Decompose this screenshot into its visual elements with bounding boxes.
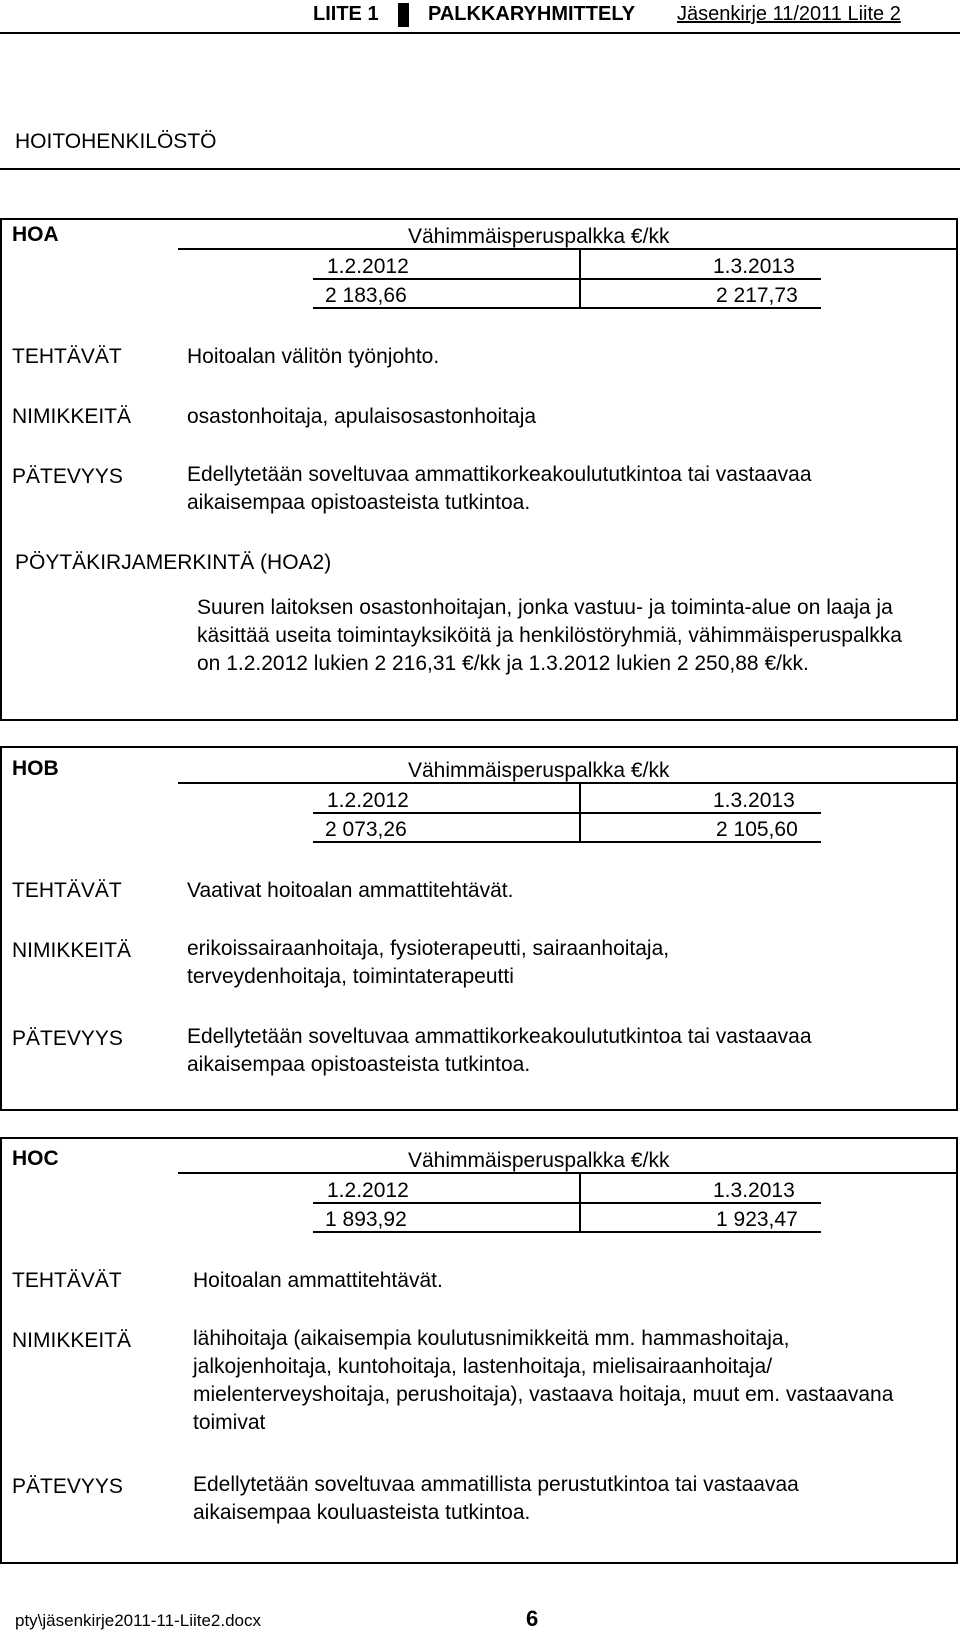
patevyys-label: PÄTEVYYS — [12, 1475, 123, 1498]
tehtavat-label: TEHTÄVÄT — [12, 1269, 122, 1292]
group-code-hoa: HOA — [12, 223, 59, 246]
salary-rule — [178, 782, 958, 784]
patevyys-text: Edellytetään soveltuvaa ammattikorkeakoulututkintoa tai vastaavaa aikaisempaa opistoasteista tutkintoa. — [187, 1025, 812, 1076]
nimikkeita-label: NIMIKKEITÄ — [12, 405, 132, 428]
salary-rule — [313, 307, 821, 309]
salary-value-2: 2 105,60 — [716, 818, 798, 841]
page-number: 6 — [526, 1606, 539, 1631]
document-title: PALKKARYHMITTELY — [428, 3, 636, 25]
salary-heading: Vähimmäisperuspalkka €/kk — [408, 759, 670, 782]
nimikkeita-text: osastonhoitaja, apulaisosastonhoitaja — [187, 405, 537, 428]
tehtavat-text: Hoitoalan välitön työnjohto. — [187, 345, 440, 368]
salary-date-2: 1.3.2013 — [713, 789, 795, 812]
salary-rule — [313, 841, 821, 843]
header-separator — [398, 3, 409, 27]
salary-date-2: 1.3.2013 — [713, 255, 795, 278]
attachment-label: LIITE 1 — [313, 3, 379, 25]
salary-date-1: 1.2.2012 — [327, 789, 409, 812]
patevyys-label: PÄTEVYYS — [12, 1027, 123, 1050]
footer-file-path: pty\jäsenkirje2011-11-Liite2.docx — [15, 1611, 262, 1630]
salary-value-2: 2 217,73 — [716, 284, 798, 307]
patevyys-label: PÄTEVYYS — [12, 465, 123, 488]
tehtavat-label: TEHTÄVÄT — [12, 345, 122, 368]
salary-value-2: 1 923,47 — [716, 1208, 798, 1231]
section-rule — [0, 168, 960, 170]
salary-rule — [313, 1231, 821, 1233]
salary-rule — [178, 1172, 958, 1174]
group-code-hob: HOB — [12, 757, 59, 780]
header-rule — [0, 32, 960, 34]
tehtavat-text: Hoitoalan ammattitehtävät. — [193, 1269, 443, 1292]
salary-heading: Vähimmäisperuspalkka €/kk — [408, 1149, 670, 1172]
note-text: Suuren laitoksen osastonhoitajan, jonka vastuu- ja toiminta-alue on laaja ja käsittää useita toimintayksiköitä ja henkilöstöryhmiä, vähimmäisperuspalkka on 1.2.2012 lukien 2 216,31 €/kk ja 1.3.2012 lukien 2 250,88 €/kk. — [197, 596, 902, 675]
tehtavat-text: Vaativat hoitoalan ammattitehtävät. — [187, 879, 514, 902]
group-code-hoc: HOC — [12, 1147, 59, 1170]
salary-rule — [178, 248, 958, 250]
salary-value-1: 2 183,66 — [325, 284, 407, 307]
salary-date-1: 1.2.2012 — [327, 1179, 409, 1202]
section-title: HOITOHENKILÖSTÖ — [15, 130, 217, 153]
nimikkeita-label: NIMIKKEITÄ — [12, 939, 132, 962]
tehtavat-label: TEHTÄVÄT — [12, 879, 122, 902]
salary-rule — [313, 1202, 821, 1204]
salary-rule — [313, 812, 821, 814]
salary-value-1: 1 893,92 — [325, 1208, 407, 1231]
salary-heading: Vähimmäisperuspalkka €/kk — [408, 225, 670, 248]
patevyys-text: Edellytetään soveltuvaa ammatillista perustutkintoa tai vastaavaa aikaisempaa kouluasteista tutkintoa. — [193, 1473, 799, 1524]
salary-rule — [313, 278, 821, 280]
document-reference: Jäsenkirje 11/2011 Liite 2 — [677, 3, 901, 25]
salary-date-1: 1.2.2012 — [327, 255, 409, 278]
patevyys-text: Edellytetään soveltuvaa ammattikorkeakoulututkintoa tai vastaavaa aikaisempaa opistoasteista tutkintoa. — [187, 463, 812, 514]
nimikkeita-text: lähihoitaja (aikaisempia koulutusnimikkeitä mm. hammashoitaja, jalkojenhoitaja, kuntohoitaja, lastenhoitaja, mielisairaanhoitaja/ mielenterveyshoitaja, perushoitaja), vastaava hoitaja, muut em. vastaavana toimivat — [193, 1327, 894, 1434]
nimikkeita-label: NIMIKKEITÄ — [12, 1329, 132, 1352]
salary-date-2: 1.3.2013 — [713, 1179, 795, 1202]
nimikkeita-text: erikoissairaanhoitaja, fysioterapeutti, sairaanhoitaja, terveydenhoitaja, toimintaterapeutti — [187, 937, 670, 988]
note-label: PÖYTÄKIRJAMERKINTÄ (HOA2) — [15, 551, 332, 574]
salary-value-1: 2 073,26 — [325, 818, 407, 841]
